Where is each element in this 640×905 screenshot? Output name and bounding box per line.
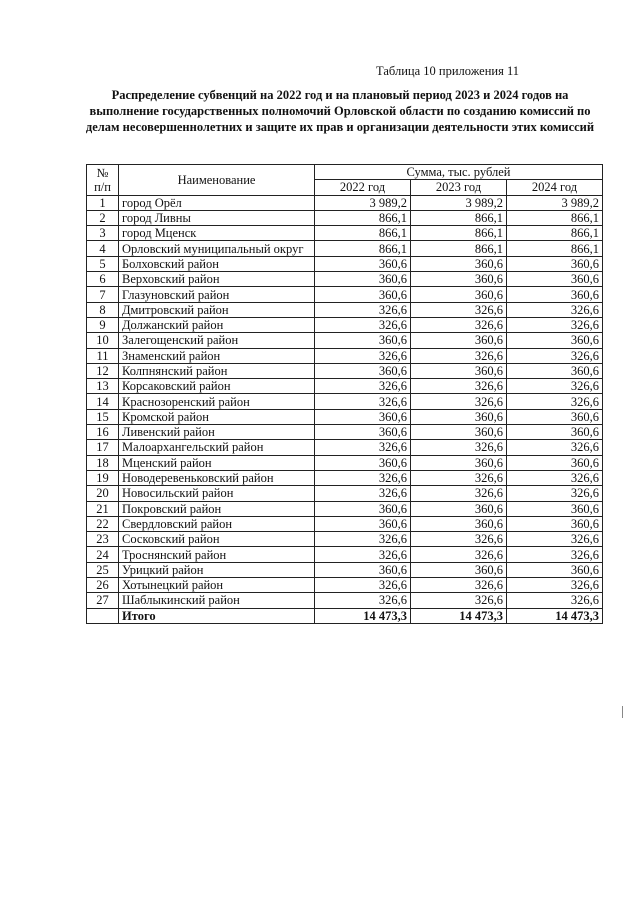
row-value-2023: 866,1 — [411, 210, 507, 225]
row-number: 15 — [87, 409, 119, 424]
row-number: 19 — [87, 470, 119, 485]
row-value-2023: 3 989,2 — [411, 195, 507, 210]
row-value-2022: 866,1 — [315, 241, 411, 256]
row-number: 26 — [87, 578, 119, 593]
row-value-2024: 326,6 — [507, 470, 603, 485]
row-value-2024: 326,6 — [507, 348, 603, 363]
table-row — [87, 210, 603, 225]
table-row — [87, 195, 603, 210]
row-number: 24 — [87, 547, 119, 562]
row-value-2023: 326,6 — [411, 317, 507, 332]
row-value-2022: 866,1 — [315, 210, 411, 225]
row-value-2024: 360,6 — [507, 562, 603, 577]
row-value-2023: 360,6 — [411, 501, 507, 516]
row-value-2022: 326,6 — [315, 578, 411, 593]
row-value-2022: 326,6 — [315, 547, 411, 562]
table-row — [87, 501, 603, 516]
header-sum: Сумма, тыс. рублей — [315, 165, 603, 180]
table-row — [87, 348, 603, 363]
row-name: Новосильский район — [119, 486, 315, 501]
row-name: Болховский район — [119, 256, 315, 271]
row-value-2023: 326,6 — [411, 470, 507, 485]
row-number: 22 — [87, 516, 119, 531]
total-2023: 14 473,3 — [411, 608, 507, 623]
row-value-2023: 326,6 — [411, 532, 507, 547]
total-number-cell — [87, 608, 119, 623]
table-row — [87, 333, 603, 348]
total-row — [87, 608, 603, 623]
row-value-2022: 326,6 — [315, 532, 411, 547]
row-value-2023: 326,6 — [411, 440, 507, 455]
row-number: 16 — [87, 425, 119, 440]
row-name: Ливенский район — [119, 425, 315, 440]
row-value-2024: 326,6 — [507, 317, 603, 332]
row-value-2022: 326,6 — [315, 440, 411, 455]
row-value-2024: 326,6 — [507, 394, 603, 409]
table-caption: Таблица 10 приложения 11 — [376, 64, 519, 78]
row-name: Хотынецкий район — [119, 578, 315, 593]
row-name: Корсаковский район — [119, 379, 315, 394]
table-row — [87, 425, 603, 440]
row-name: Верховский район — [119, 272, 315, 287]
table-row — [87, 532, 603, 547]
row-value-2024: 360,6 — [507, 333, 603, 348]
row-value-2022: 360,6 — [315, 272, 411, 287]
row-value-2022: 360,6 — [315, 409, 411, 424]
row-value-2022: 360,6 — [315, 516, 411, 531]
row-value-2023: 326,6 — [411, 547, 507, 562]
row-number: 21 — [87, 501, 119, 516]
row-number: 25 — [87, 562, 119, 577]
row-value-2022: 360,6 — [315, 363, 411, 378]
row-number: 9 — [87, 317, 119, 332]
subsidy-table — [86, 164, 603, 624]
row-value-2024: 3 989,2 — [507, 195, 603, 210]
row-value-2023: 326,6 — [411, 486, 507, 501]
row-value-2022: 326,6 — [315, 593, 411, 608]
row-value-2024: 866,1 — [507, 241, 603, 256]
row-value-2024: 866,1 — [507, 210, 603, 225]
row-value-2024: 360,6 — [507, 363, 603, 378]
row-value-2022: 360,6 — [315, 425, 411, 440]
row-value-2023: 866,1 — [411, 241, 507, 256]
row-number: 12 — [87, 363, 119, 378]
row-name: Свердловский район — [119, 516, 315, 531]
row-name: Колпнянский район — [119, 363, 315, 378]
row-name: Малоархангельский район — [119, 440, 315, 455]
row-value-2024: 866,1 — [507, 226, 603, 241]
row-value-2022: 326,6 — [315, 302, 411, 317]
header-name: Наименование — [119, 165, 315, 196]
margin-mark — [622, 706, 623, 718]
table-row — [87, 486, 603, 501]
header-2023: 2023 год — [411, 180, 507, 195]
row-number: 27 — [87, 593, 119, 608]
table-row — [87, 256, 603, 271]
header-number: № п/п — [87, 165, 119, 196]
table-row — [87, 470, 603, 485]
row-value-2024: 326,6 — [507, 532, 603, 547]
row-number: 23 — [87, 532, 119, 547]
row-name: Кромской район — [119, 409, 315, 424]
row-value-2023: 360,6 — [411, 516, 507, 531]
row-value-2022: 866,1 — [315, 226, 411, 241]
row-value-2022: 326,6 — [315, 486, 411, 501]
row-value-2024: 326,6 — [507, 547, 603, 562]
row-value-2024: 360,6 — [507, 455, 603, 470]
table-row — [87, 562, 603, 577]
row-name: Мценский район — [119, 455, 315, 470]
row-name: Сосковский район — [119, 532, 315, 547]
row-value-2024: 326,6 — [507, 440, 603, 455]
row-number: 13 — [87, 379, 119, 394]
row-value-2024: 360,6 — [507, 287, 603, 302]
row-name: Должанский район — [119, 317, 315, 332]
row-value-2023: 866,1 — [411, 226, 507, 241]
header-2022: 2022 год — [315, 180, 411, 195]
total-2024: 14 473,3 — [507, 608, 603, 623]
row-number: 17 — [87, 440, 119, 455]
table-row — [87, 363, 603, 378]
row-value-2023: 360,6 — [411, 455, 507, 470]
row-name: Покровский район — [119, 501, 315, 516]
row-name: Краснозоренский район — [119, 394, 315, 409]
table-row — [87, 287, 603, 302]
table-row — [87, 516, 603, 531]
table-row — [87, 547, 603, 562]
row-value-2023: 360,6 — [411, 425, 507, 440]
row-number: 3 — [87, 226, 119, 241]
table-row — [87, 593, 603, 608]
table-row — [87, 394, 603, 409]
row-value-2022: 360,6 — [315, 562, 411, 577]
row-number: 5 — [87, 256, 119, 271]
row-number: 18 — [87, 455, 119, 470]
row-name: Залегощенский район — [119, 333, 315, 348]
row-value-2023: 360,6 — [411, 562, 507, 577]
row-number: 20 — [87, 486, 119, 501]
table-row — [87, 409, 603, 424]
document-title: Распределение субвенций на 2022 год и на плановый период 2023 и 2024 годов на выполнение государственных полномочий Орловской области по созданию комиссий по делам несовершеннолетних и защите их прав и организации деятельности этих комиссий — [85, 88, 595, 134]
table-row — [87, 226, 603, 241]
row-value-2024: 326,6 — [507, 379, 603, 394]
row-value-2024: 326,6 — [507, 593, 603, 608]
row-value-2022: 360,6 — [315, 455, 411, 470]
table-row — [87, 455, 603, 470]
row-value-2023: 326,6 — [411, 348, 507, 363]
row-value-2023: 360,6 — [411, 256, 507, 271]
row-name: Шаблыкинский район — [119, 593, 315, 608]
row-name: Урицкий район — [119, 562, 315, 577]
table-row — [87, 317, 603, 332]
row-number: 11 — [87, 348, 119, 363]
row-value-2022: 326,6 — [315, 394, 411, 409]
table-row — [87, 302, 603, 317]
row-value-2024: 360,6 — [507, 409, 603, 424]
row-name: город Ливны — [119, 210, 315, 225]
total-label: Итого — [119, 608, 315, 623]
row-name: Новодеревеньковский район — [119, 470, 315, 485]
row-value-2023: 326,6 — [411, 394, 507, 409]
row-value-2023: 360,6 — [411, 333, 507, 348]
row-value-2024: 360,6 — [507, 501, 603, 516]
row-number: 8 — [87, 302, 119, 317]
table-row — [87, 272, 603, 287]
row-value-2024: 360,6 — [507, 272, 603, 287]
row-value-2022: 360,6 — [315, 333, 411, 348]
row-number: 2 — [87, 210, 119, 225]
row-value-2023: 326,6 — [411, 578, 507, 593]
row-number: 1 — [87, 195, 119, 210]
row-number: 10 — [87, 333, 119, 348]
row-value-2023: 326,6 — [411, 302, 507, 317]
row-value-2023: 360,6 — [411, 363, 507, 378]
row-value-2023: 326,6 — [411, 379, 507, 394]
row-value-2024: 326,6 — [507, 578, 603, 593]
row-value-2022: 360,6 — [315, 256, 411, 271]
row-number: 4 — [87, 241, 119, 256]
row-value-2023: 360,6 — [411, 287, 507, 302]
row-value-2022: 360,6 — [315, 501, 411, 516]
row-name: Орловский муниципальный округ — [119, 241, 315, 256]
table-row — [87, 241, 603, 256]
row-number: 14 — [87, 394, 119, 409]
row-value-2022: 360,6 — [315, 287, 411, 302]
row-value-2022: 3 989,2 — [315, 195, 411, 210]
table-row — [87, 578, 603, 593]
row-value-2022: 326,6 — [315, 379, 411, 394]
row-number: 6 — [87, 272, 119, 287]
row-value-2024: 326,6 — [507, 302, 603, 317]
row-name: Глазуновский район — [119, 287, 315, 302]
row-value-2023: 360,6 — [411, 272, 507, 287]
row-value-2023: 360,6 — [411, 409, 507, 424]
row-name: город Орёл — [119, 195, 315, 210]
row-value-2023: 326,6 — [411, 593, 507, 608]
row-value-2022: 326,6 — [315, 348, 411, 363]
table-body — [87, 195, 603, 608]
row-value-2024: 326,6 — [507, 486, 603, 501]
row-value-2022: 326,6 — [315, 470, 411, 485]
row-value-2024: 360,6 — [507, 516, 603, 531]
row-number: 7 — [87, 287, 119, 302]
row-value-2024: 360,6 — [507, 256, 603, 271]
header-2024: 2024 год — [507, 180, 603, 195]
row-name: город Мценск — [119, 226, 315, 241]
row-name: Троснянский район — [119, 547, 315, 562]
row-value-2024: 360,6 — [507, 425, 603, 440]
table-row — [87, 379, 603, 394]
row-name: Знаменский район — [119, 348, 315, 363]
total-2022: 14 473,3 — [315, 608, 411, 623]
table-row — [87, 440, 603, 455]
row-value-2022: 326,6 — [315, 317, 411, 332]
row-name: Дмитровский район — [119, 302, 315, 317]
